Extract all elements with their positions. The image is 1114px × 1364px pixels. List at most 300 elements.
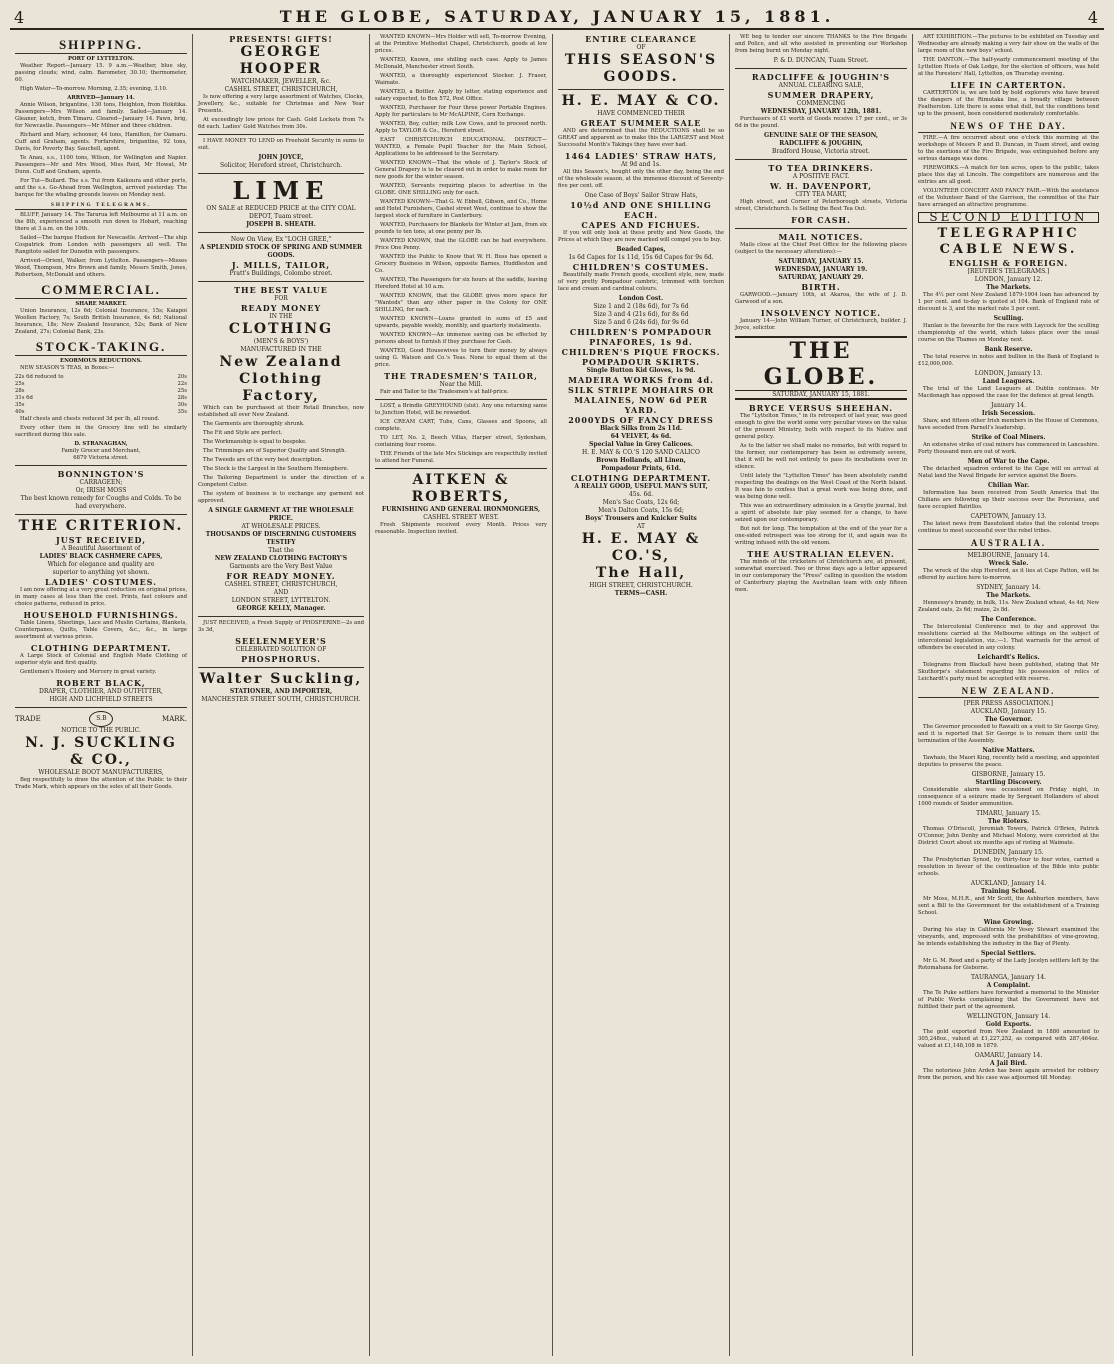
tea-new-price: 35s bbox=[177, 409, 187, 415]
wanted-ad: WANTED, The Passengers for six hours at the saddle, leaving Hereford Hotel at 10 a.m. bbox=[375, 277, 547, 290]
garments-label: Garments are the Very Best Value bbox=[229, 563, 333, 570]
editorial-para: Until lately the "Lyttelton Times" has been absolutely candid respecting the dealings on the West Coast of the North Island. It was fain to confess that a great work was being done, and was being done well. bbox=[735, 473, 907, 500]
mail-date: SATURDAY, JANUARY 15. bbox=[778, 258, 864, 265]
celebrated-label: CELEBRATED SOLUTION OF bbox=[235, 646, 327, 653]
criterion-line: LADIES' BLACK CASHMERE CAPES, bbox=[39, 553, 163, 560]
bonnington-desc: The best known remedy for Coughs and Colds. To be had everywhere. bbox=[20, 495, 182, 510]
aitken-desc: FURNISHING AND GENERAL IRONMONGERS, bbox=[381, 506, 541, 513]
suckling-desc: WHOLESALE BOOT MANUFACTURERS, bbox=[38, 769, 164, 776]
seelenmeyer-name: SEELENMEYER'S bbox=[235, 636, 327, 646]
malaines: MALAINES, NOW 6d PER YARD. bbox=[574, 395, 708, 415]
suckling-text: Beg respectfully to draw the attention of the Public to their Trade Mark, which appears on the soles of all their Goods. bbox=[15, 777, 187, 790]
wanted-ad: WANTED KNOWN—Loans granted in sums of £5 and upwards, payable weekly, monthly, and quarterly instalments. bbox=[375, 316, 547, 329]
mills-address: Pratt's Buildings, Colombo street. bbox=[229, 270, 333, 277]
trade-label: TRADE bbox=[15, 714, 41, 723]
in-the-label: IN THE bbox=[269, 313, 293, 320]
mail-date: WEDNESDAY, JANUARY 19. bbox=[774, 266, 868, 273]
mark-label: MARK. bbox=[162, 714, 187, 723]
wanted-ad: WANTED, Known, one shilling each case. Apply to James McDonald, Manchester street South. bbox=[375, 57, 547, 70]
australian-text: The minds of the cricketers of Christchurch are, at present, somewhat exercised. Two or three days ago a letter appeared in our contemporary the "Press" calling in question the wisdom of Canterbury playing the Australian team with only fifteen men. bbox=[735, 559, 907, 593]
hooper-text: Is now offering a very large assortment of Watches, Clocks, Jewellery, &c., suitable for Christmas and New Year Presents. bbox=[198, 94, 364, 114]
size-price: Size 5 and 6 (24s 6d), for 9s 6d bbox=[593, 319, 689, 326]
reuters: [REUTER'S TELEGRAMS.] bbox=[967, 268, 1050, 275]
dateline: DUNEDIN, January 15. bbox=[973, 849, 1044, 856]
bluff-telegram: BLUFF, January 14. The Tararua left Melbourne at 11 a.m. on the 8th, experienced a smooth run down to Hobart, reaching there at 3 a.m. on the 10th. bbox=[15, 212, 187, 232]
wanted-ad: WANTED KNOWN, that the GLOBE can be had everywhere. Price One Penny. bbox=[375, 238, 547, 251]
lend-name: JOHN JOYCE, bbox=[258, 154, 304, 161]
native-text: Tawhaio, the Maori King, recently held a meeting, and appointed deputies to preserve the peace. bbox=[918, 755, 1099, 768]
for-cash: FOR CASH. bbox=[791, 215, 851, 225]
settlers-text: Mr G. M. Reed and a party of the Lady Jocelyn settlers left by the Rotomahana for Gisborne. bbox=[918, 958, 1099, 971]
tea-new-price: 25s bbox=[177, 388, 187, 394]
dateline: TIMARU, January 15. bbox=[976, 810, 1041, 817]
dateline: GISBORNE, January 15. bbox=[971, 771, 1046, 778]
subhead: The Governor. bbox=[984, 716, 1033, 723]
tea-old-price: 35s bbox=[15, 402, 25, 408]
this-season: THIS SEASON'S bbox=[564, 52, 718, 68]
cashel-address: CASHEL STREET, CHRISTCHURCH, bbox=[224, 581, 338, 588]
tradesman-heading: THE TRADESMEN'S TAILOR, bbox=[384, 371, 538, 381]
radcliffe-name: RADCLIFFE & JOUGHIN, bbox=[779, 140, 863, 147]
lend-desc: Solicitor, Hereford street, Christchurch. bbox=[219, 162, 343, 169]
hooper-address: CASHEL STREET, CHRISTCHURCH, bbox=[224, 86, 338, 93]
suckling-name: N. J. SUCKLING & CO., bbox=[25, 735, 177, 768]
dateline: AUCKLAND, January 14. bbox=[970, 880, 1047, 887]
jail-text: The notorious John Arden has been again arrested for robbery from the person, and his case was adjourned till Monday. bbox=[918, 1068, 1099, 1081]
factory-line: The Workmanship is equal to bespoke. bbox=[203, 439, 307, 445]
column-1 bbox=[10, 34, 193, 1356]
port-heading: PORT OF LYTTELTON. bbox=[67, 56, 134, 62]
shipping-heading: SHIPPING. bbox=[15, 37, 187, 54]
household-heading: HOUSEHOLD FURNISHINGS. bbox=[23, 610, 179, 620]
factory-line: The Fit and Style are perfect. bbox=[203, 430, 283, 436]
subhead: Native Matters. bbox=[982, 747, 1035, 754]
hall-address: HIGH STREET, CHRISTCHURCH. bbox=[589, 582, 693, 589]
wanted-ad: WANTED KNOWN—That the whole of J. Taylor's Stock of General Drapery is to be cleared out in order to make room for new goods for the winter season. bbox=[375, 160, 547, 180]
new-zealand-heading: NEW ZEALAND. bbox=[918, 686, 1099, 698]
life-text: CARTERTON is, we are told by bold explorers who have braved the dangers of the Rimutaka line, a broadly village between Featherston. Life there is some what dull, but the conditions tend up to the present, been considered moderately comfortable. bbox=[918, 90, 1099, 117]
best-value: THE BEST VALUE bbox=[234, 285, 328, 295]
presents-heading: PRESENTS! GIFTS! bbox=[229, 34, 333, 44]
dateline: CAPETOWN, January 13. bbox=[970, 513, 1047, 520]
trade-mark-emblem: S.B bbox=[89, 711, 113, 727]
high-water: High Water—To-morrow. Morning, 2.35; evening, 3.10. bbox=[20, 86, 168, 92]
silk-stripe: SILK STRIPE MOHAIRS OR bbox=[567, 385, 715, 395]
to-let-ad: TO LET, No. 2, Beech Villas, Harper street, Sydenham, containing four rooms. bbox=[375, 435, 547, 448]
training-text: Mr Moss, M.H.R., and Mr Scott, the Ashburton members, have sent a Bill to the Government for the establishment of a Training School. bbox=[918, 896, 1099, 916]
dateline: SYDNEY, January 14. bbox=[976, 584, 1041, 591]
walter-name: Walter Suckling, bbox=[199, 671, 363, 687]
suit-price: 45s. 6d. bbox=[628, 491, 654, 498]
funeral-notice: THE Friends of the late Mrs Stickings are respectfully invited to attend her Funeral. bbox=[375, 451, 547, 464]
mills-name: J. MILLS, TAILOR, bbox=[231, 260, 331, 270]
wanted-ad: WANTED, a thoroughly experienced Stocker. J. Fraser, Waimate. bbox=[375, 73, 547, 86]
tea-price-row bbox=[15, 374, 187, 381]
tea-old-price: 28s bbox=[15, 388, 25, 394]
tea-old-price: 22s 6d reduced to bbox=[15, 374, 64, 380]
aitken-name: AITKEN & ROBERTS, bbox=[411, 472, 511, 505]
column-2 bbox=[193, 34, 370, 1356]
positive-fact: A POSITIVE FACT. bbox=[792, 173, 850, 180]
rioters-text: Thomas O'Driscoll, Jeremiah Towers, Patrick O'Brien, Patrick O'Connor, John Denby and Michael Molony, were convicted at the District Court about six months ago of rioting at Waimate. bbox=[918, 826, 1099, 846]
transvaal-text: The detached squadron ordered to the Cape will on arrival at Natal land the Naval Brigade for service against the Boers. bbox=[918, 466, 1099, 479]
startling-text: Considerable alarm was occasioned on Friday night, in consequence of a seizure made by Sergeant Hollanders of about 1000 rounds of Snider ammunition. bbox=[918, 787, 1099, 807]
purchasers-text: Purchasers of £1 worth of Goods receive 17 per cent., or 3s 6d in the pound. bbox=[735, 116, 907, 129]
factory-text: Which can be purchased at their Retail Branches, now established all over New Zealand. bbox=[198, 405, 364, 418]
hooper-desc: WATCHMAKER, JEWELLER, &c. bbox=[231, 78, 331, 85]
pompadour-prints: Pompadour Prints, 61d. bbox=[601, 465, 681, 472]
clothing-text: A Large Stock of Colonial and English Made Clothing of superior style and first quality. bbox=[15, 653, 187, 666]
subhead: Chilian War. bbox=[987, 482, 1030, 489]
tea-old-price: 25s bbox=[15, 381, 25, 387]
wanted-ad: WANTED KNOWN, that the GLOBE gives more space for "Wanteds" than any other paper in the Colony for ONE SHILLING, for each. bbox=[375, 293, 547, 313]
splendid-stock: A SPLENDID STOCK OF SPRING AND SUMMER GOODS. bbox=[199, 244, 363, 259]
life-carterton: LIFE IN CARTERTON. bbox=[950, 80, 1067, 90]
london-address: LONDON STREET, LYTTELTON. bbox=[231, 597, 331, 604]
velvet: 64 VELVET, 4s 6d. bbox=[610, 433, 672, 440]
lime-text: ON SALE at REDUCED PRICE at the CITY COAL DEPOT, Tuam street. bbox=[206, 205, 356, 220]
summer-drapery: SUMMER DRAPERY, bbox=[767, 90, 875, 100]
of-label: OF bbox=[636, 44, 646, 51]
beaded-prices: 1s 6d Capes for 1s 11d, 15s 6d Capes for 9s 6d. bbox=[568, 254, 714, 261]
childrens-text: Beautifully made French goods, excellent style, new, made of very pretty Pompadour cambric, trimmed with torchon lace and cream and cardinal colours. bbox=[558, 272, 724, 292]
straw-price: At 9d and 1s. bbox=[620, 161, 662, 168]
subhead: Training School. bbox=[980, 888, 1037, 895]
mans-suit: A REALLY GOOD, USEFUL MAN'S SUIT, bbox=[574, 483, 708, 490]
factory-line: The Trimmings are of Superior Quality and Strength. bbox=[203, 448, 347, 454]
goods-heading: GOODS. bbox=[603, 69, 679, 85]
dateline: January 14. bbox=[991, 402, 1026, 409]
straw-hats: 1464 LADIES' STRAW HATS, bbox=[564, 151, 718, 161]
subhead: The Markets. bbox=[986, 284, 1031, 291]
davenport-name: W. H. DAVENPORT, bbox=[770, 181, 872, 191]
subhead: Sculling. bbox=[993, 315, 1024, 322]
subhead: Land Leaguers. bbox=[982, 378, 1035, 385]
ladies-costumes-heading: LADIES' COSTUMES. bbox=[45, 577, 157, 587]
dateline: TAURANGA, January 14. bbox=[970, 974, 1047, 981]
entire-clearance: ENTIRE CLEARANCE bbox=[585, 34, 697, 44]
grocer-name: D. STRANAGHAN, bbox=[74, 441, 128, 447]
commencing-label: COMMENCING bbox=[796, 100, 846, 107]
wanted-ad: WANTED, Good Housewives to turn their money by always using G. Watson and Co.'s Teas. None to equal them at the price. bbox=[375, 348, 547, 368]
ready-label: FOR READY MONEY. bbox=[226, 571, 336, 581]
subhead: The Rioters. bbox=[987, 818, 1030, 825]
lime-name: JOSEPH B. SHEATH. bbox=[246, 221, 316, 228]
tea-price-row bbox=[15, 381, 187, 388]
stocktaking-heading: STOCK-TAKING. bbox=[15, 339, 187, 356]
tenpence-each: 10½d AND ONE SHILLING EACH. bbox=[570, 200, 712, 220]
dateline: MELBOURNE, January 14. bbox=[967, 552, 1050, 559]
wanted-ad: WANTED, Purchaser for Four three power Portable Engines. Apply for particulars to Mr McALPINE, Corn Exchange. bbox=[375, 105, 547, 118]
dateline: AUCKLAND, January 15. bbox=[970, 708, 1047, 715]
wanted-ad: WANTED the Public to Know that W. H. Buss has opened a Grocery Business in Wilson, opposite Barnes, Huddleston and Co. bbox=[375, 254, 547, 274]
tea-price-row bbox=[15, 402, 187, 409]
teas-intro: NEW SEASON'S TEAS, in Boxes:— bbox=[20, 365, 115, 371]
kid-gloves: Single Button Kid Gloves, 1s 9d. bbox=[586, 367, 696, 374]
criterion-just: JUST RECEIVED, bbox=[56, 535, 146, 545]
irish-text: Shaw, and fifteen other Irish members in the House of Commons, have seceded from Parnell's leadership. bbox=[918, 418, 1099, 431]
column-4 bbox=[553, 34, 730, 1356]
new-zealand-heading: New Zealand bbox=[219, 354, 343, 370]
great-sale: GREAT SUMMER SALE bbox=[580, 118, 702, 128]
gold-text: The gold exported from New Zealand in 1880 amounted to 305,248oz., valued at £1,227,252, as compared with 287,464oz. valued at £1,148,108 in 1879. bbox=[918, 1029, 1099, 1049]
boys-trousers: Boys' Trousers and Knicker Suits bbox=[585, 515, 697, 522]
subhead: The Markets. bbox=[986, 592, 1031, 599]
cable-news: CABLE NEWS. bbox=[939, 242, 1078, 257]
arrival-para: Richard and Mary, schooner, 44 tons, Hamilton, for Oamaru. Cuff and Graham, agents. Forfarshire, brigantine, 92 tons, Davis, for Poverty Bay. Sauchell, agent. bbox=[15, 132, 187, 152]
bonnington-or: Or, IRISH MOSS bbox=[75, 487, 127, 494]
subhead: Gold Exports. bbox=[985, 1021, 1032, 1028]
sale-date: WEDNESDAY, JANUARY 12th, 1881. bbox=[760, 108, 882, 115]
lost-ad: LOST, a Brindle GREYHOUND (slut). Any one returning same to Junction Hotel, will be rewarded. bbox=[375, 403, 547, 416]
bonnington-heading: BONNINGTON'S bbox=[57, 469, 145, 479]
reductions-subheading: ENORMOUS REDUCTIONS. bbox=[60, 358, 142, 364]
wanted-ad: EAST CHRISTCHURCH EDUCATIONAL DISTRICT—WANTED, a Female Pupil Teacher for the Main School, Applications to be addressed to the Secretary. bbox=[375, 137, 547, 157]
mail-text: Mails close at the Chief Post Office for the following places (subject to the necessary alterations):— bbox=[735, 242, 907, 255]
globe-date: SATURDAY, JANUARY 15, 1881. bbox=[735, 391, 907, 400]
grocer-desc: Family Grocer and Merchant, bbox=[61, 448, 141, 454]
radcliffe-heading: RADCLIFFE & JOUGHIN'S bbox=[751, 72, 891, 82]
hemay-name: H. E. MAY & CO. bbox=[561, 93, 721, 109]
brown-hollands: Brown Hollands, all Linen, bbox=[596, 457, 686, 464]
subhead: Men of War to the Cape. bbox=[967, 458, 1050, 465]
share-prices: Union Insurance, 12s 6d; Colonial Insurance, 15s; Kaiapoi Woollen Factory, 7s; South British Insurance, 4s 6d; National Insurance, 18s; New Zealand Insurance, 52s; Bank of New Zealand, 27s; Colonial Bank, 23s. bbox=[15, 308, 187, 335]
sailor-hats: One Case of Boys' Sailor Straw Hats, bbox=[584, 192, 698, 199]
factory-line: The system of business is to exchange any garment not approved. bbox=[198, 491, 364, 504]
art-exhibition: ART EXHIBITION.—The pictures to be exhibited on Tuesday and Wednesday are already making a very fair show on the walls of the large room of the new boys' school. bbox=[918, 34, 1099, 54]
at-label: AT bbox=[636, 523, 645, 530]
tradesman-text: Fair and Tailor to the Tradesmen's at half-price. bbox=[380, 389, 509, 395]
conference-text: The Intercolonial Conference met to day and approved the resolutions carried at the Melbourne sittings on the subject of intercolonial legislation, viz.:—1. That warrants for the arrest of offenders be executed in any colony. bbox=[918, 624, 1099, 651]
manager-name: GEORGE KELLY, Manager. bbox=[236, 605, 326, 612]
capetown-text: The latest news from Basutoland states that the colonial troops continue to meet successful over the rebel tribes. bbox=[918, 521, 1099, 534]
column-5 bbox=[730, 34, 913, 1356]
strike-text: An extensive strike of coal miners has commenced in Lancashire. Forty thousand men are out of work. bbox=[918, 442, 1099, 455]
insolvency-heading: INSOLVENCY NOTICE. bbox=[760, 308, 882, 318]
grocery-note: Every other item in the Grocery line will be similarly sacrificed during this sale. bbox=[15, 425, 187, 438]
duncan-name: P. & D. DUNCAN, Tuam Street. bbox=[773, 57, 869, 64]
have-commenced: HAVE COMMENCED THEIR bbox=[597, 110, 685, 117]
markets-text: The 4½ per cent New Zealand 1879-1904 loan has advanced by 1 per cent. and to-day is quoted at 104. Bank of England rate of discount is 3, and the market rate 3 per cent. bbox=[918, 292, 1099, 312]
size-price: Size 3 and 4 (21s 6d), for 8s 6d bbox=[593, 311, 689, 318]
wine-text: During his stay in California Mr Vesey Stewart examined the vineyards, and, impressed with the probabilities of vine-growing, he intends establishing the industry in the Bay of Plenty. bbox=[918, 927, 1099, 947]
subhead: Wine Growing. bbox=[983, 919, 1034, 926]
tea-new-price: 22s bbox=[177, 381, 187, 387]
phosphorus-label: PHOSPHORUS. bbox=[241, 654, 321, 664]
subhead: Startling Discovery. bbox=[975, 779, 1042, 786]
duncan-thanks: WE beg to tender our sincere THANKS to the Fire Brigade and Police, and all who assisted in preventing our Workshop from being burnt on Monday night. bbox=[735, 34, 907, 54]
editorial-para: As to the latter we shall make no remarks, but with regard to the former, our contemporary has been so extremely severe, that it will be well not entirely to pass its incubations over in silence. bbox=[735, 443, 907, 470]
arrival-para: Te Anau, s.s., 1100 tons, Wilson, for Wellington and Napier. Passengers—Mr and Mrs Wood, Miss Reid, Mr Howat, Mr Dunn. Cuff and Graham, agents. bbox=[15, 155, 187, 175]
dateline: LONDON, January 12. bbox=[974, 276, 1043, 283]
wanted-ad: WANTED, Purchasers for Blankets for Winter at Jam, from six pounds to ten tons, at one penny per lb. bbox=[375, 222, 547, 235]
sculling-text: Hanlan is the favourite for the race with Laycock for the sculling championship of the world, which takes place over the usual course on the Thames on Monday next. bbox=[918, 323, 1099, 343]
dunedin-text: The Presbyterian Synod, by thirty-four to four votes, carried a resolution in favour of the continuation of the Bible into public schools. bbox=[918, 857, 1099, 877]
mail-notices: MAIL NOTICES. bbox=[778, 232, 864, 242]
editorial-para: The "Lyttelton Times," in its retrospect of last year, was good enough to give the world some very peculiar views on the value of the present Ministry, both with respect to its Native and general policy. bbox=[735, 413, 907, 440]
notice-heading: NOTICE TO THE PUBLIC. bbox=[61, 727, 141, 734]
page-number-right: 4 bbox=[1087, 8, 1100, 27]
column-3 bbox=[370, 34, 553, 1356]
subhead: Bank Reserve. bbox=[984, 346, 1033, 353]
london-cost: London Cost. bbox=[618, 295, 664, 302]
tea-text: High street, and Corner of Peterborough streets, Victoria street, Christchurch. Is Selling the Best Tea Out. bbox=[735, 199, 907, 212]
factory-line: The Garments are thoroughly shrunk. bbox=[203, 421, 305, 427]
mens-boys: (MEN'S & BOYS') bbox=[253, 338, 309, 345]
english-foreign: ENGLISH & FOREIGN. bbox=[948, 258, 1069, 268]
black-address: HIGH AND LICHFIELD STREETS bbox=[49, 696, 153, 703]
hooper-text-2: At exceedingly low prices for Cash. Gold Lockets from 7s 6d each. Ladies' Gold Watches from 30s. bbox=[198, 117, 364, 130]
telegraphic-heading: TELEGRAPHIC bbox=[937, 226, 1080, 241]
terms-cash: TERMS—CASH. bbox=[614, 590, 668, 597]
sac-coats: Men's Sac Coats, 12s 6d; bbox=[602, 499, 680, 506]
insolvency-text: January 14—John William Turner, of Christchurch, builder. J. Joyce, solicitor. bbox=[735, 318, 907, 331]
subhead: A Jail Bird. bbox=[990, 1060, 1027, 1067]
subhead: Special Settlers. bbox=[981, 950, 1036, 957]
dateline: OAMARU, January 14. bbox=[974, 1052, 1043, 1059]
arrivals-text: Annie Wilson, brigantine, 130 tons, Heighton, from Hokitika. Passengers—Mrs Wilson and family. Sailed—January 14. Gleaner, ketch, from Timaru. Cleared—January 14. Fawn, brig, for Newcastle. Passengers—Mr Milner and three children. bbox=[15, 102, 187, 129]
grocer-address: 6879 Victoria street. bbox=[73, 455, 129, 461]
tea-price-row bbox=[15, 388, 187, 395]
aitken-address: CASHEL STREET WEST. bbox=[423, 514, 499, 521]
editorial-para: But not for long. The temptation at the end of the year for a one-sided retrospect was too strong for it, and again was its writing infused with the old venom. bbox=[735, 526, 907, 546]
subhead: Strike of Coal Miners. bbox=[971, 434, 1046, 441]
annual-sale: ANNUAL CLEARING SALE, bbox=[778, 82, 864, 89]
black-name: ROBERT BLACK, bbox=[56, 678, 146, 688]
genuine-sale: GENUINE SALE OF THE SEASON, bbox=[764, 132, 878, 139]
tea-price-row bbox=[15, 409, 187, 416]
tea-drinkers: TO TEA DRINKERS. bbox=[768, 163, 874, 173]
relics-text: Telegrams from Blackall have been published, stating that Mr Skuthorpe's statement regarding his possession of relics of Leichardt's party must be accepted with reserve. bbox=[918, 662, 1099, 682]
single-garment: A SINGLE GARMENT AT THE WHOLESALE PRICE. bbox=[208, 507, 354, 522]
globe-heading: THE GLOBE. bbox=[735, 336, 907, 391]
wanted-ad: WANTED, Boy, cutter, milk Low Cows, and to proceed north. Apply to TAYLOR & Co., Hereford street. bbox=[375, 121, 547, 134]
beaded-capes: Beaded Capes, bbox=[616, 246, 666, 253]
wanted-ad: WANTED, Servants requiring places to advertise in the GLOBE. ONE SHILLING only for each. bbox=[375, 183, 547, 196]
wanted-ad: WANTED KNOWN—Mrs Holder will sell, To-morrow Evening, at the Primitive Methodist Chapel, Christchurch, goods at low prices. bbox=[375, 34, 547, 54]
bryce-heading: BRYCE VERSUS SHEEHAN. bbox=[748, 403, 894, 413]
that-the: That the bbox=[268, 547, 294, 554]
criterion-line: superior to anything yet shown. bbox=[52, 569, 150, 576]
black-silks: Black Silks from 2s 11d. bbox=[599, 425, 683, 432]
nzcf-label: NEW ZEALAND CLOTHING FACTORY'S bbox=[214, 555, 348, 562]
masthead bbox=[10, 4, 1104, 30]
pique-frocks: CHILDREN'S PIQUE FROCKS. bbox=[561, 347, 721, 357]
column-6 bbox=[913, 34, 1104, 1356]
tea-new-price: 30s bbox=[177, 402, 187, 408]
telegrams-heading: SHIPPING TELEGRAMS. bbox=[15, 202, 187, 210]
lime-heading: LIME bbox=[232, 176, 330, 205]
lend-text: I HAVE MONEY TO LEND on Freehold Security in sums to suit. bbox=[198, 138, 364, 151]
now-view: Now On View, Ex "LOCH GREE," bbox=[230, 236, 332, 243]
subhead: Irish Secession. bbox=[981, 410, 1036, 417]
factory-line: The Tailoring Department is under the direction of a Competent Cutter. bbox=[198, 475, 364, 488]
clothing-factory-heading: Clothing Factory, bbox=[239, 371, 323, 404]
share-market-heading: SHARE MARKET. bbox=[75, 301, 127, 307]
bonnington-sub: CARRAGEEN; bbox=[79, 479, 123, 486]
the-hall: The Hall, bbox=[595, 565, 687, 581]
radcliffe-address: Bradford House, Victoria street. bbox=[772, 148, 870, 155]
land-text: The trial of the Land Leaguers at Dublin continues. Mr Macdonagh has opposed the case for the defence at great length. bbox=[918, 386, 1099, 399]
telegram-para: Arrived—Orient, Walker, from Lyttelton. Passengers—Misses Wood, Thompson, Mrs Brown and family, Messrs Smith, Jones, Robertson, McDonald and others. bbox=[15, 258, 187, 278]
and-label: AND bbox=[273, 589, 289, 596]
dateline: LONDON, January 13. bbox=[974, 370, 1043, 377]
thousands-label: THOUSANDS OF DISCERNING CUSTOMERS TESTIFY bbox=[205, 531, 357, 546]
special-value: Special Value in Grey Calicoes. bbox=[589, 441, 693, 448]
masthead-title: THE GLOBE, SATURDAY, JANUARY 15, 1881. bbox=[279, 7, 835, 26]
subhead: A Complaint. bbox=[986, 982, 1031, 989]
household-text: Table Linens, Sheetings, Lace and Muslin Curtains, Blankets, Counterpanes, Quilts, Table Covers, &c., &c., in large assortment at various prices. bbox=[15, 620, 187, 640]
size-price: Size 1 and 2 (18s 6d), for 7s 6d bbox=[593, 303, 689, 310]
aitken-text: Fresh Shipments received every Month. Prices very reasonable. Inspection invited. bbox=[375, 522, 547, 535]
hooper-name: GEORGE HOOPER bbox=[239, 44, 323, 77]
madeira-works: MADEIRA WORKS from 4d. bbox=[568, 375, 714, 385]
tea-new-price: 20s bbox=[177, 374, 187, 380]
trade-mark-row bbox=[15, 711, 187, 727]
calico: H. E. MAY & CO.'S 120 SAND CALICO bbox=[582, 449, 700, 456]
wanted-ad: WANTED, a Bottler. Apply by letter, stating experience and salary expected, to Box 572, Post Office. bbox=[375, 89, 547, 102]
wanted-ad: WANTED KNOWN—That G. W. Ebbell, Gibson, and Co., Home and Hotel Furnishers, Cashel street West, continue to show the largest stock of furniture in Canterbury. bbox=[375, 199, 547, 219]
news-text: VOLUNTEER CONCERT AND FANCY FAIR.—With the assistance of the Volunteer Band of the Garrison, the committee of the Fair have arranged an attractive programme. bbox=[918, 188, 1099, 208]
pompadour-skirts: POMPADOUR SKIRTS. bbox=[581, 357, 700, 367]
for-label: FOR bbox=[274, 295, 288, 302]
subhead: Wreck Sale. bbox=[988, 560, 1029, 567]
ready-money: READY MONEY bbox=[240, 303, 322, 313]
news-text: FIRE.—A fire occurred about one o'clock this morning at the workshops of Messrs P. and D. Duncan, in Tuam street, and owing to the exertions of the Fire Brigade, was extinguished before any serious damage was done. bbox=[918, 135, 1099, 162]
markets-text-2: Hennessy's brandy, in bulk, 11s. New Zealand wheat, 4s 4d; New Zealand oats, 2s 6d; maize, 2s 8d. bbox=[918, 600, 1099, 613]
capes-text: If you will only look at these pretty and New Goods, the Prices at which they are now marked will compel you to buy. bbox=[558, 230, 724, 243]
arrived-heading: ARRIVED—January 14. bbox=[67, 95, 135, 101]
straw-text: All this Season's, bought only the other day, being the end of the wholesale season, at the immense discount of Seventy-five per cent. off. bbox=[558, 169, 724, 189]
criterion-line: A Beautiful Assortment of bbox=[61, 545, 141, 552]
governor-text: The Governor proceeded to Rawaiti on a visit to Sir George Grey, and it is reported that Sir George is to remain there until the termination of the Assembly. bbox=[918, 724, 1099, 744]
teas-note: Half chests and chests reduced 3d per lb, all round. bbox=[20, 416, 160, 422]
tea-old-price: 31s 6d bbox=[15, 395, 33, 401]
tea-price-row bbox=[15, 395, 187, 402]
birth-heading: BIRTH. bbox=[801, 282, 841, 292]
lodge-meeting: THE DANTON.—The half-yearly commencement meeting of the Lyttelton Hosts of Oak Lodge, for the election of officers, was held at the Foresters' Hall, Lyttelton, on Thursday evening. bbox=[918, 57, 1099, 77]
tea-price-table bbox=[15, 374, 187, 416]
just-received: JUST RECEIVED, a Fresh Supply of PHOSFERINE—2s and 3s 3d, bbox=[198, 620, 364, 633]
dateline: WELLINGTON, January 14. bbox=[966, 1013, 1051, 1020]
wreck-text: The wreck of the ship Hereford, as it lies at Cape Patton, will be offered by auction here to-morrow. bbox=[918, 568, 1099, 581]
arrival-para: For Tui—Bullard. The s.s. Tui from Kaikoura and other ports, and the s.s. Go-Ahead from Wellington, arrived yesterday. The barque for the whaling grounds leaves on Monday next. bbox=[15, 178, 187, 198]
capes-heading: CAPES AND FICHUES. bbox=[581, 220, 701, 230]
editorial-para: This was an extraordinary admission in a Greyite journal, but a spirit of absolute fair play seemed for a change, to have seized upon our contemporary. bbox=[735, 503, 907, 523]
second-edition: SECOND EDITION bbox=[918, 212, 1099, 223]
chilian-text: Information has been received from South America that the Chilians are following up their success over the Peruvians, and have occupied Batrillos. bbox=[918, 490, 1099, 510]
factory-line: The Stock is the Largest in the Southern Hemisphere. bbox=[203, 466, 349, 472]
walter-desc: STATIONER, AND IMPORTER, bbox=[229, 688, 333, 695]
ice-cream-ad: ICE CREAM CART, Tubs, Cans, Glasses and Spoons, all complete. bbox=[375, 419, 547, 432]
city-tea-mart: CITY TEA MART, bbox=[795, 191, 847, 198]
birth-text: GARWOOD.—January 10th, at Akaroa, the wife of J. D. Garwood of a son. bbox=[735, 292, 907, 305]
clothing-heading: CLOTHING bbox=[228, 321, 334, 337]
complaint-text: The Te Puke settlers have forwarded a memorial to the Minister of Public Works complaining that the Government have not fulfilled their part of the agreement. bbox=[918, 990, 1099, 1010]
commercial-heading: COMMERCIAL. bbox=[15, 282, 187, 299]
tea-old-price: 40s bbox=[15, 409, 25, 415]
tradesman-address: Near the Mill. bbox=[439, 381, 483, 388]
mail-date: SATURDAY, JANUARY 29. bbox=[778, 274, 864, 281]
page-number-left: 4 bbox=[14, 8, 27, 27]
criterion-line: Which for elegance and quality are bbox=[47, 561, 155, 568]
australia-heading: AUSTRALIA. bbox=[918, 538, 1099, 550]
australian-eleven: THE AUSTRALIAN ELEVEN. bbox=[747, 549, 895, 559]
subhead: The Conference. bbox=[980, 616, 1037, 623]
press-association: [PER PRESS ASSOCIATION.] bbox=[964, 700, 1053, 707]
costumes-text: I am now offering at a very great reduction on original prices, in many cases at less than the cost. Prints, fast colours and choice patterns, reduced in price. bbox=[15, 587, 187, 607]
manufactured-label: MANUFACTURED IN THE bbox=[240, 346, 322, 353]
